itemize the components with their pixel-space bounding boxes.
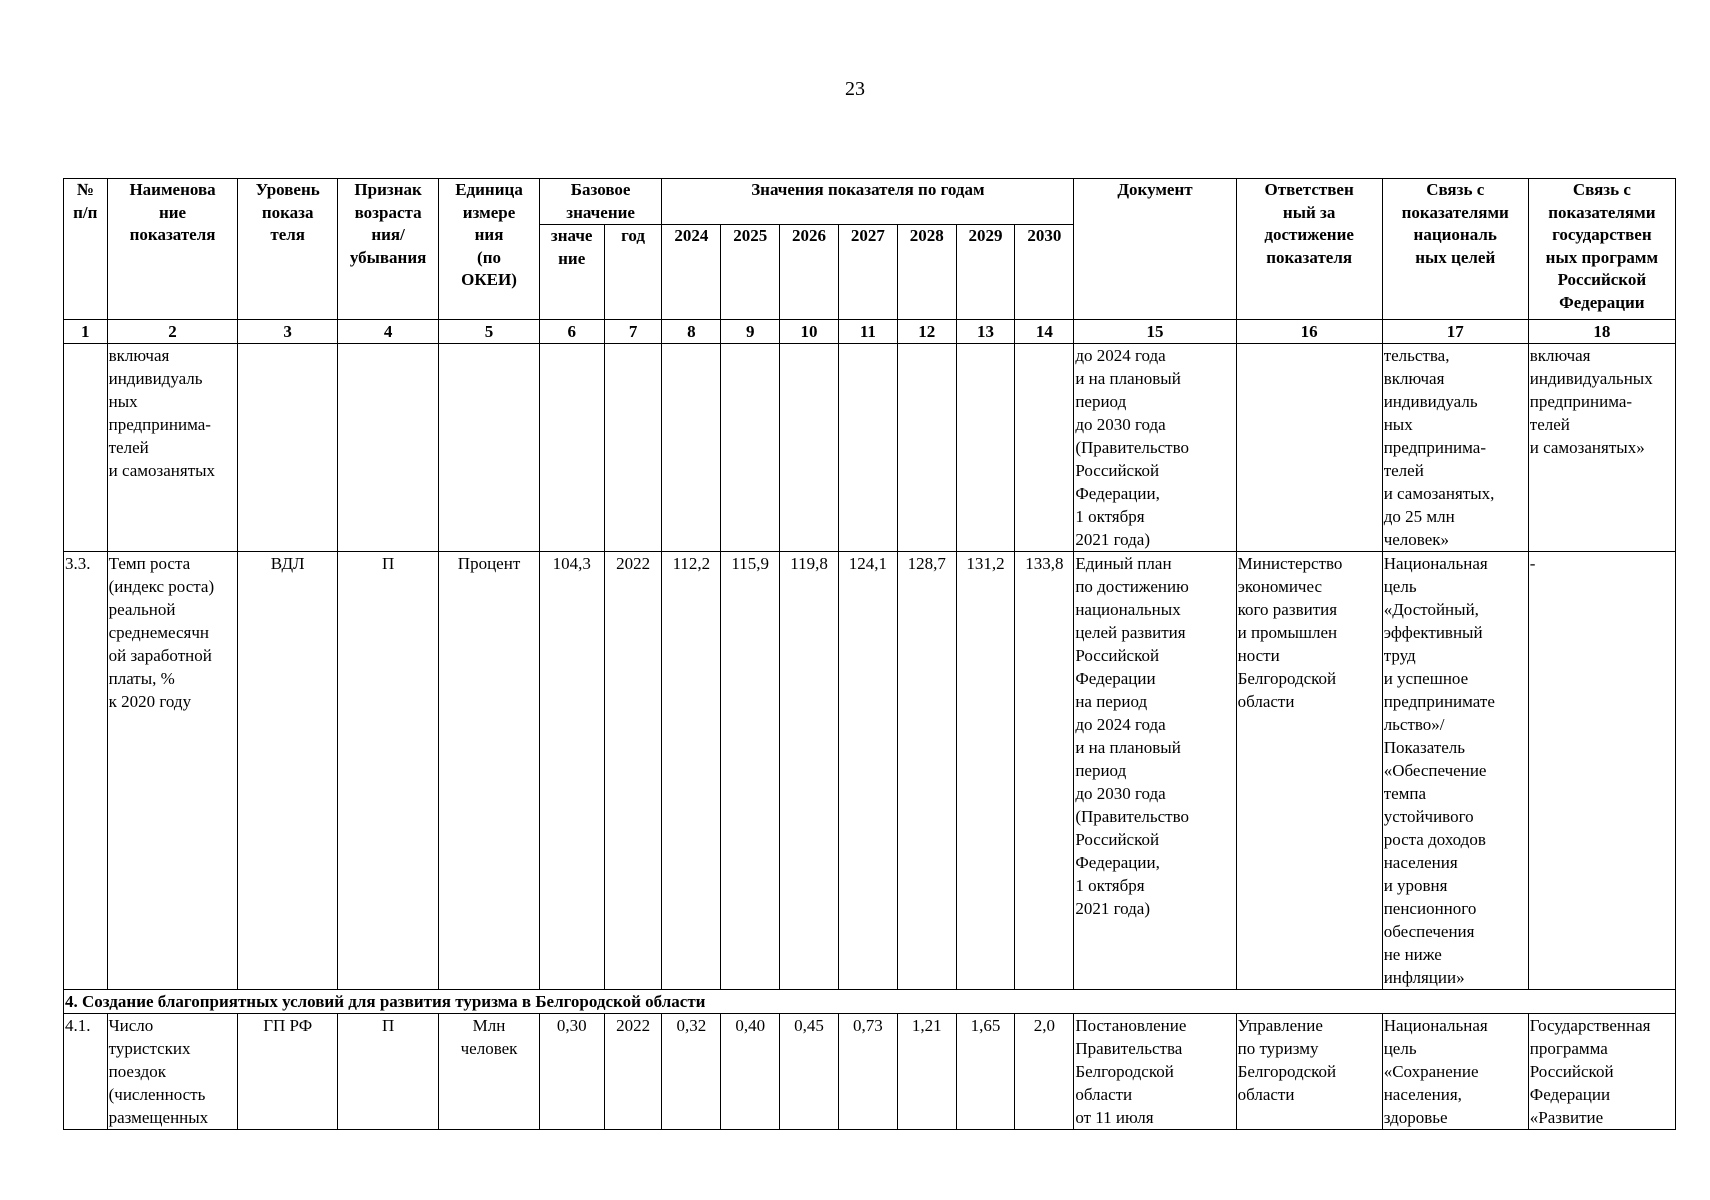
cell-year-value: 1,65 [956,1014,1015,1130]
column-number: 4 [337,320,438,344]
cell-national-goals: тельства, включая индивидуаль ных предпринима- телей и самозанятых, до 25 млн человек» [1382,344,1528,552]
indicators-table [63,178,1676,1130]
cell-year-value [956,344,1015,552]
header-year: 2026 [780,225,839,320]
header-base-group: Базовое значение [539,179,662,225]
cell-year-value: 128,7 [897,552,956,990]
column-number: 13 [956,320,1015,344]
table-row [64,1014,1676,1130]
table-row [64,344,1676,552]
cell-year-value [780,344,839,552]
cell-year-value [838,344,897,552]
cell-base-year [604,344,662,552]
cell-year-value: 133,8 [1015,552,1074,990]
header-name: Наименова ние показателя [107,179,238,320]
column-number: 7 [604,320,662,344]
header-years-group: Значения показателя по годам [662,179,1074,225]
cell-level [238,344,337,552]
header-sign: Признак возраста ния/ убывания [337,179,438,320]
cell-year-value [721,344,780,552]
cell-unit [439,344,539,552]
header-year: 2025 [721,225,780,320]
cell-num: 4.1. [64,1014,108,1130]
cell-state-programs: включая индивидуальных предпринима- телей и самозанятых» [1528,344,1675,552]
header-responsible: Ответствен ный за достижение показателя [1236,179,1382,320]
cell-document: Постановление Правительства Белгородской области от 11 июля [1074,1014,1236,1130]
cell-state-programs: - [1528,552,1675,990]
cell-name: Темп роста (индекс роста) реальной среднемесячн ой заработной платы, % к 2020 году [107,552,238,990]
cell-year-value: 131,2 [956,552,1015,990]
section-title: 4. Создание благоприятных условий для развития туризма в Белгородской области [64,990,1676,1014]
cell-num [64,344,108,552]
cell-num: 3.3. [64,552,108,990]
cell-national-goals: Национальная цель «Сохранение населения, здоровье [1382,1014,1528,1130]
cell-year-value: 115,9 [721,552,780,990]
cell-responsible: Министерство экономичес кого развития и промышлен ности Белгородской области [1236,552,1382,990]
header-row-1 [64,179,1676,225]
cell-sign: П [337,552,438,990]
column-number: 15 [1074,320,1236,344]
header-base-year: год [604,225,662,320]
header-unit: Единица измере ния (по ОКЕИ) [439,179,539,320]
cell-document: до 2024 года и на плановый период до 2030 года (Правительство Российской Федерации, 1 октября 2021 года) [1074,344,1236,552]
cell-unit: Млн человек [439,1014,539,1130]
cell-level: ГП РФ [238,1014,337,1130]
column-number: 1 [64,320,108,344]
header-base-value: значе ние [539,225,604,320]
cell-base-value [539,344,604,552]
column-number: 2 [107,320,238,344]
column-number: 16 [1236,320,1382,344]
section-row [64,990,1676,1014]
cell-year-value: 0,32 [662,1014,721,1130]
cell-base-value: 104,3 [539,552,604,990]
cell-year-value: 124,1 [838,552,897,990]
column-number: 9 [721,320,780,344]
cell-unit: Процент [439,552,539,990]
column-number: 12 [897,320,956,344]
cell-state-programs: Государственная программа Российской Федерации «Развитие [1528,1014,1675,1130]
cell-year-value [662,344,721,552]
cell-base-year: 2022 [604,1014,662,1130]
header-state-programs: Связь с показателями государствен ных программ Российской Федерации [1528,179,1675,320]
cell-document: Единый план по достижению национальных целей развития Российской Федерации на период до 2024 года и на плановый период до 2030 года (Правительство Российской Федерации, 1 октября 2021 года) [1074,552,1236,990]
cell-year-value: 1,21 [897,1014,956,1130]
cell-year-value: 0,45 [780,1014,839,1130]
cell-national-goals: Национальная цель «Достойный, эффективный труд и успешное предпринимате льство»/ Показатель «Обеспечение темпа устойчивого роста доходов населения и уровня пенсионного обеспечения не ниже инфляции» [1382,552,1528,990]
cell-responsible [1236,344,1382,552]
column-numbers-row [64,320,1676,344]
cell-level: ВДЛ [238,552,337,990]
cell-sign: П [337,1014,438,1130]
cell-base-value: 0,30 [539,1014,604,1130]
table-row [64,552,1676,990]
cell-year-value: 2,0 [1015,1014,1074,1130]
column-number: 10 [780,320,839,344]
cell-year-value: 0,73 [838,1014,897,1130]
cell-base-year: 2022 [604,552,662,990]
column-number: 6 [539,320,604,344]
cell-sign [337,344,438,552]
header-national-goals: Связь с показателями националь ных целей [1382,179,1528,320]
cell-year-value: 0,40 [721,1014,780,1130]
header-level: Уровень показа теля [238,179,337,320]
header-year: 2030 [1015,225,1074,320]
cell-year-value [1015,344,1074,552]
column-number: 11 [838,320,897,344]
column-number: 14 [1015,320,1074,344]
cell-year-value [897,344,956,552]
header-year: 2028 [897,225,956,320]
header-year: 2024 [662,225,721,320]
page-number: 23 [845,78,865,100]
column-number: 17 [1382,320,1528,344]
header-num: № п/п [64,179,108,320]
column-number: 3 [238,320,337,344]
header-document: Документ [1074,179,1236,320]
cell-responsible: Управление по туризму Белгородской области [1236,1014,1382,1130]
cell-name: Число туристских поездок (численность размещенных [107,1014,238,1130]
header-year: 2029 [956,225,1015,320]
column-number: 18 [1528,320,1675,344]
column-number: 8 [662,320,721,344]
cell-name: включая индивидуаль ных предпринима- телей и самозанятых [107,344,238,552]
column-number: 5 [439,320,539,344]
cell-year-value: 119,8 [780,552,839,990]
cell-year-value: 112,2 [662,552,721,990]
header-year: 2027 [838,225,897,320]
